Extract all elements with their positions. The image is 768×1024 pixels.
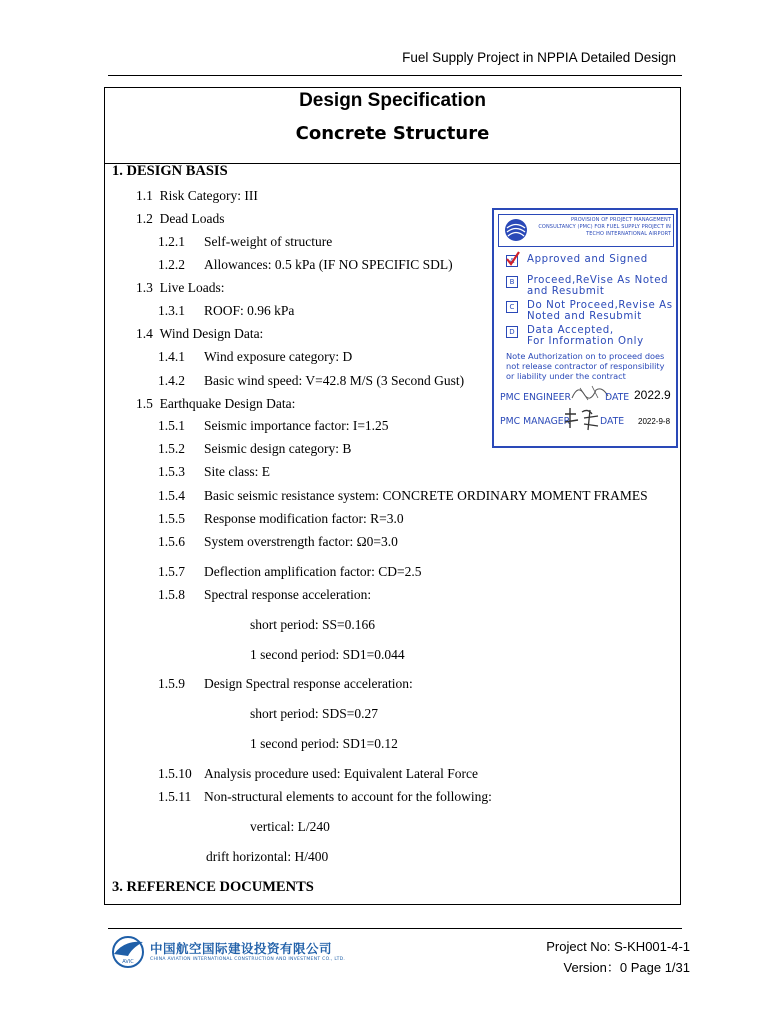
stamp-option-b-text: Proceed,ReVise As Noted [527,275,669,286]
section-design-basis: 1. DESIGN BASIS [112,163,228,179]
project-header: Fuel Supply Project in NPPIA Detailed Design [402,50,676,65]
stamp-option-b-text2: and Resubmit [527,286,605,297]
item-1-1: 1.1 Risk Category: III [136,188,258,203]
item-1-5-11: 1.5.11 Non-structural elements to account for the following: [158,789,492,804]
item-1-5-8-short: short period: SS=0.166 [250,617,375,632]
pmc-manager-row [500,416,671,427]
manager-signature-icon [562,406,602,432]
item-1-5-7: 1.5.7 Deflection amplification factor: CD=2.5 [158,564,422,579]
avic-logo-text: AVIC [122,959,134,965]
stamp-box-b: B [506,276,518,288]
stamp-header [498,214,674,247]
item-1-5-9-short: short period: SDS=0.27 [250,706,378,721]
footer-rule [108,928,682,929]
stamp-option-d-text2: For Information Only [527,336,644,347]
item-1-5-3: 1.5.3 Site class: E [158,464,270,479]
item-1-5-2: 1.5.2 Seismic design category: B [158,441,352,456]
stamp-box-c: C [506,301,518,313]
avic-logo-icon [110,934,146,970]
company-name-en: CHINA AVIATION INTERNATIONAL CONSTRUCTION AND INVESTMENT CO., LTD. [150,957,346,962]
item-1-5-11-drift: drift horizontal: H/400 [206,849,329,864]
item-1-4-1: 1.4.1 Wind exposure category: D [158,349,353,364]
item-1-3: 1.3 Live Loads: [136,280,225,295]
item-1-5-9-long: 1 second period: SD1=0.12 [250,736,398,751]
pmc-manager-date-label: DATE [600,416,625,427]
stamp-option-c-text: Do Not Proceed,Revise As [527,300,673,311]
item-1-5-6: 1.5.6 System overstrength factor: Ω0=3.0 [158,534,398,549]
item-1-4: 1.4 Wind Design Data: [136,326,264,341]
item-1-5-4: 1.5.4 Basic seismic resistance system: CONCRETE ORDINARY MOMENT FRAMES [158,488,648,503]
item-1-2-2: 1.2.2 Allowances: 0.5 kPa (IF NO SPECIFIC SDL) [158,257,453,272]
item-1-5-8-long: 1 second period: SD1=0.044 [250,647,405,662]
header-rule [108,75,682,76]
stamp-note: Note Authorization on to proceed does not release contractor of responsibility or liability under the contract [506,351,665,381]
pmc-manager-label: PMC MANAGER [500,416,571,427]
item-1-5-8: 1.5.8 Spectral response acceleration: [158,587,372,602]
item-1-4-2: 1.4.2 Basic wind speed: V=42.8 M/S (3 Second Gust) [158,373,465,388]
document-subtitle: Concrete Structure [295,123,490,144]
approval-stamp [492,208,678,448]
section-reference-documents: 3. REFERENCE DOCUMENTS [112,879,314,895]
stamp-header-text: PROVISION OF PROJECT MANAGEMENT CONSULTANCY (PMC) FOR FUEL SUPPLY PROJECT IN TECHO INTERNATIONAL AIRPORT [538,217,671,237]
item-1-2: 1.2 Dead Loads [136,211,225,226]
stamp-option-d-text: Data Accepted, [527,325,614,336]
pmc-engineer-date-label: DATE [605,392,630,403]
item-1-3-1: 1.3.1 ROOF: 0.96 kPa [158,303,295,318]
item-1-5: 1.5 Earthquake Design Data: [136,396,296,411]
item-1-2-1: 1.2.1 Self-weight of structure [158,234,333,249]
stamp-box-d: D [506,326,518,338]
pmc-engineer-label: PMC ENGINEER [500,392,572,403]
title-band [105,88,680,164]
stamp-option-a-text: Approved and Signed [527,254,648,265]
stamp-logo-icon [503,217,529,243]
document-title: Design Specification [299,90,486,111]
pmc-manager-date: 2022-9-8 [638,417,671,426]
item-1-5-1: 1.5.1 Seismic importance factor: I=1.25 [158,418,389,433]
item-1-5-11-vertical: vertical: L/240 [250,819,330,834]
item-1-5-9: 1.5.9 Design Spectral response acceleration: [158,676,413,691]
project-number: Project No: S-KH001-4-1 [546,939,690,954]
stamp-box-a: A [506,255,518,267]
item-1-5-10: 1.5.10 Analysis procedure used: Equivalent Lateral Force [158,766,479,781]
item-1-5-5: 1.5.5 Response modification factor: R=3.0 [158,511,404,526]
version-page: Version：0 Page 1/31 [563,960,690,975]
stamp-option-c-text2: Noted and Resubmit [527,311,642,322]
pmc-engineer-row [500,388,671,403]
checkmark-icon [505,251,521,267]
pmc-engineer-date: 2022.9 [634,388,671,402]
company-name-cn: 中国航空国际建设投资有限公司 [150,941,333,956]
